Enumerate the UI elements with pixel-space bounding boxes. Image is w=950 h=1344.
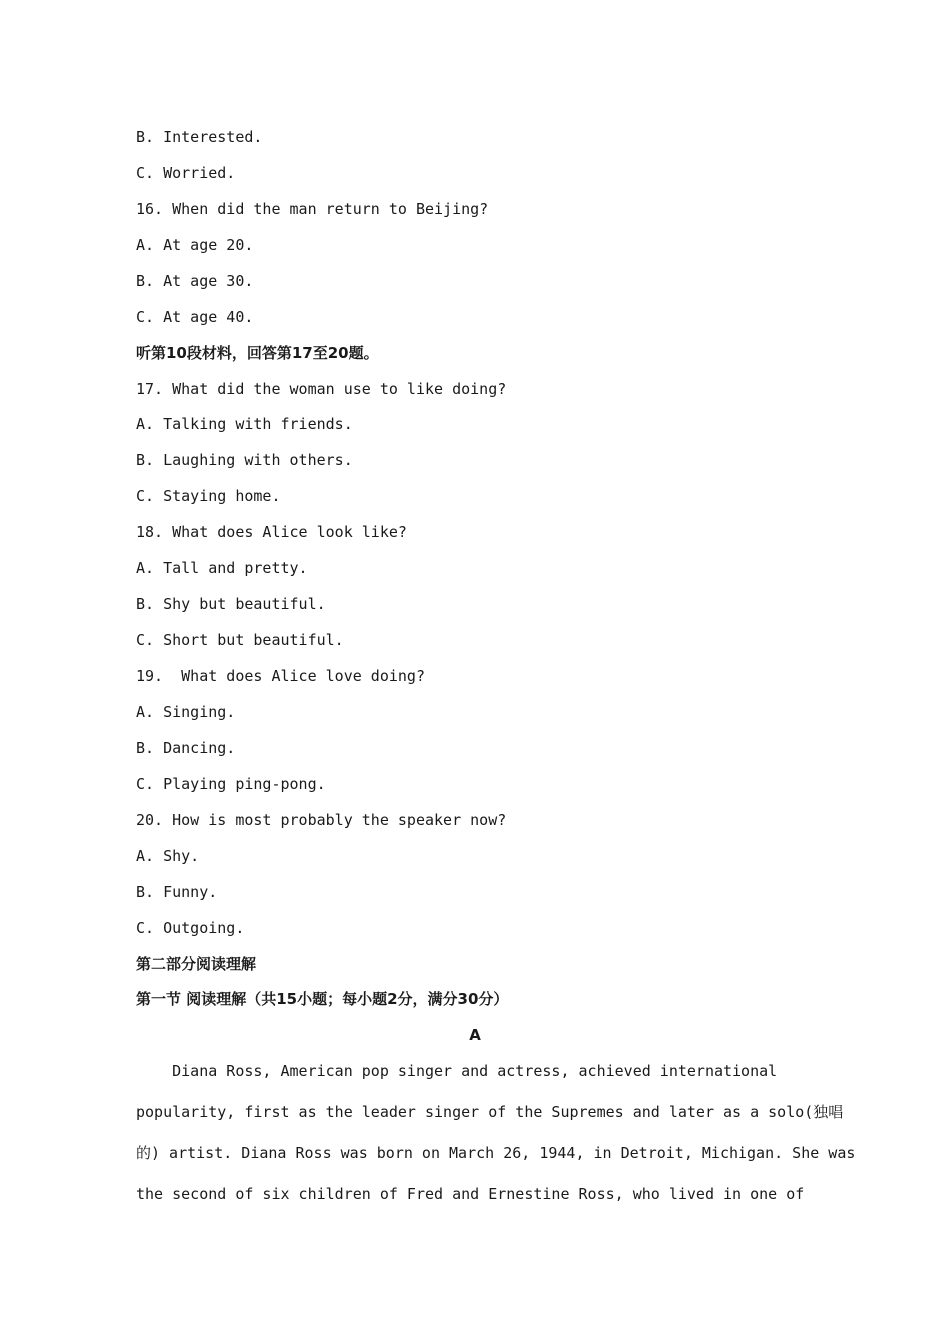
q18-option-b: B. Shy but beautiful. (136, 595, 326, 613)
q15-option-c: C. Worried. (136, 164, 236, 182)
passage-a-line: the second of six children of Fred and Ernestine Ross, who lived in one of (136, 1185, 805, 1203)
q16-question: 16. When did the man return to Beijing? (136, 200, 489, 218)
q17-option-c: C. Staying home. (136, 487, 281, 505)
q17-option-a: A. Talking with friends. (136, 415, 353, 433)
q19-option-b: B. Dancing. (136, 739, 236, 757)
part2-heading: 第二部分阅读理解 (136, 955, 257, 973)
q17-question: 17. What did the woman use to like doing? (136, 380, 507, 398)
passage-a-title: A (469, 1026, 481, 1044)
q17-option-b: B. Laughing with others. (136, 451, 353, 469)
q16-option-c: C. At age 40. (136, 308, 254, 326)
passage-a-line: popularity, first as the leader singer of the Supremes and later as a solo(独唱 (136, 1103, 844, 1121)
q15-option-b: B. Interested. (136, 128, 263, 146)
q16-option-a: A. At age 20. (136, 236, 254, 254)
q20-option-c: C. Outgoing. (136, 919, 245, 937)
section1-heading: 第一节 阅读理解（共15小题；每小题2分，满分30分） (136, 990, 509, 1008)
q19-option-a: A. Singing. (136, 703, 236, 721)
q19-question: 19. What does Alice love doing? (136, 667, 425, 685)
q18-option-c: C. Short but beautiful. (136, 631, 344, 649)
section-10-heading: 听第10段材料，回答第17至20题。 (136, 344, 379, 362)
passage-a-line: 的) artist. Diana Ross was born on March 26, 1944, in Detroit, Michigan. She was (136, 1144, 856, 1162)
q19-option-c: C. Playing ping-pong. (136, 775, 326, 793)
q20-question: 20. How is most probably the speaker now? (136, 811, 507, 829)
q20-option-a: A. Shy. (136, 847, 200, 865)
q18-option-a: A. Tall and pretty. (136, 559, 308, 577)
q18-question: 18. What does Alice look like? (136, 523, 407, 541)
passage-a-line: Diana Ross, American pop singer and actress, achieved international (136, 1062, 778, 1080)
q20-option-b: B. Funny. (136, 883, 218, 901)
q16-option-b: B. At age 30. (136, 272, 254, 290)
